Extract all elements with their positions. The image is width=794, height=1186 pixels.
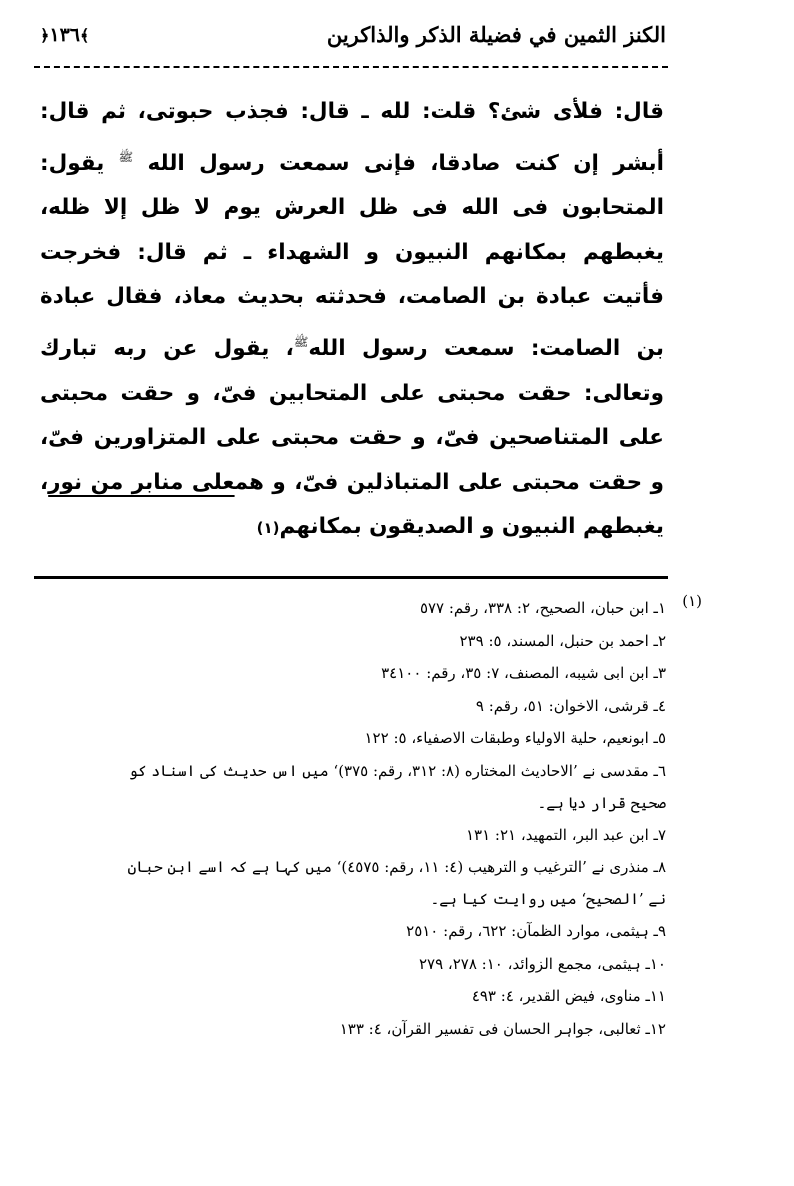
footnote-item: ٣ـ ابن ابى شيبه، المصنف، ٧: ٣٥، رقم: ٣٤١٠٠ <box>381 664 666 682</box>
honorific-glyph: ﷺ <box>118 149 134 164</box>
header-divider <box>34 66 668 68</box>
footnote-item: ٦ـ مقدسى نے ’الاحاديث المختاره (٨: ٣١٢، رقم: ٣٧٥)‘ ميں اس حديث كى اسناد كو صحيح قرار ديا ہے۔ <box>129 761 666 812</box>
ornament-left: ﴿ <box>40 26 50 45</box>
footnote-item: ٢ـ احمد بن حنبل، المسند، ٥: ٢٣٩ <box>459 631 666 650</box>
hadith-text <box>40 90 664 551</box>
footnote-item: ٤ـ قرشى، الاخوان: ٥١، رقم: ٩ <box>475 696 666 715</box>
hadith-segment-3: ، يقول عن ربه تبارك وتعالى: حقت محبتى على المتحابين فىّ، و حقت محبتى على المتناصحين فىّ، و حقت محبتى على المتزاورين فىّ، و حقت محبتى على المتباذلين فىّ، و هم <box>40 335 664 495</box>
footnote-item: ١١ـ مناوى، فيض القدير، ٤: ٤٩٣ <box>471 987 666 1005</box>
page-number <box>40 24 89 46</box>
footnote-item: ٨ـ منذرى نے ’الترغيب و الترهيب (٤: ١١، رقم: ٤٥٧٥)‘ ميں كہا ہے كہ اسے ابن حبان نے ’الصحيح‘ ميں روايت كيا ہے۔ <box>127 858 666 908</box>
hadith-segment-2: يقول: المتحابون فى الله فى ظل العرش يوم لا ظل إلا ظله، يغبطهم بمكانهم النبيون و الشهداء ـ ثم قال: فخرجت فأتيت عبادة بن الصامت، فحدثته بحديث معاذ، فقال عبادة بن الصامت: سمعت رسول الله <box>40 150 664 361</box>
footnote-divider <box>34 576 668 579</box>
underlined-phrase: على منابر من نور <box>48 469 235 495</box>
footnote-number: (١) <box>682 592 702 610</box>
honorific-glyph: ﷺ <box>293 334 309 349</box>
hadith-segment-1: قال: فلأى شئ؟ قلت: لله ـ قال: فجذب حبوتى، ثم قال: أبشر إن كنت صادقا، فإنى سمعت رسول الله <box>40 99 664 176</box>
page-number-value: ١٣٦ <box>49 24 80 46</box>
ornament-right: ﴾ <box>80 26 90 45</box>
hadith-segment-4: ، يغبطهم النبيون و الصديقون بمكانهم <box>40 469 664 540</box>
footnotes <box>106 592 702 1045</box>
footnote-item: ٩ـ ہيثمى، موارد الظمآن: ٦٢٢، رقم: ٢٥١٠ <box>406 922 666 940</box>
footnote-item: ١٠ـ ہيثمى، مجمع الزوائد، ١٠: ٢٧٨، ٢٧٩ <box>418 954 666 973</box>
running-title: الكنز الثمين في فضيلة الذكر والذاكرين <box>326 22 666 47</box>
footnote-item: ٥ـ ابونعيم، حلية الاولياء وطبقات الاصفياء، ٥: ١٢٢ <box>364 729 666 747</box>
footnote-reference: (١) <box>256 519 280 538</box>
footnote-item: ٧ـ ابن عبد البر، التمهيد، ٢١: ١٣١ <box>465 825 666 844</box>
footnote-item: ١٢ـ ثعالبى، جواہر الحسان فى تفسير القرآن، ٤: ١٣٣ <box>339 1019 666 1038</box>
footnote-item: ١ـ ابن حبان، الصحيح، ٢: ٣٣٨، رقم: ٥٧٧ <box>419 599 666 617</box>
page-header <box>36 22 666 62</box>
